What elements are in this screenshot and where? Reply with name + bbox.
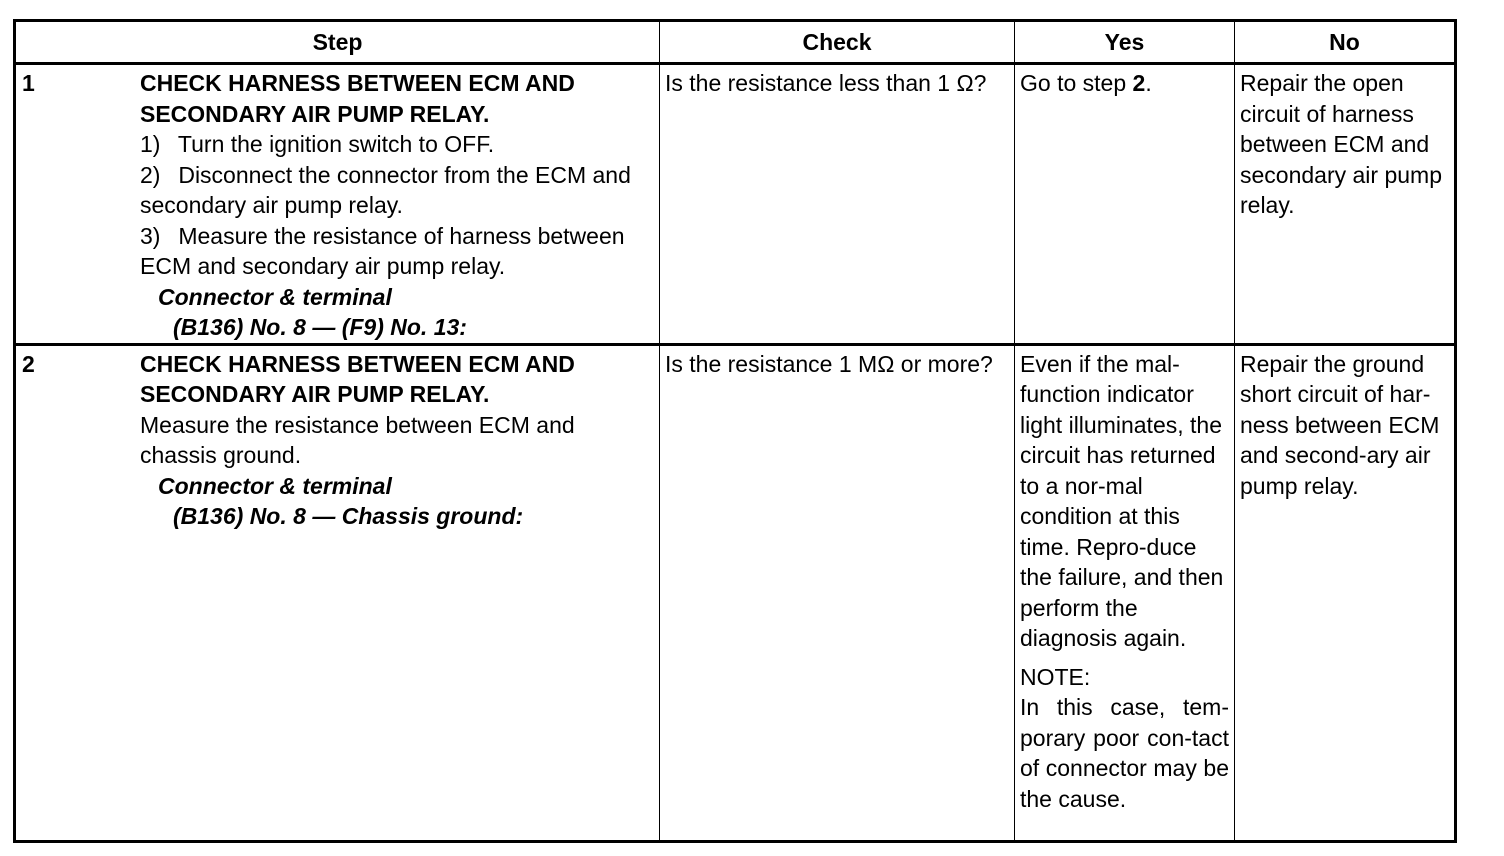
step-number: 2 <box>22 350 35 377</box>
note-text: In this case, tem-porary poor con-tact of connector may be the cause. <box>1020 694 1229 812</box>
instruction-line: Measure the resistance between ECM and chassis ground. <box>140 411 575 468</box>
step-title: CHECK HARNESS BETWEEN ECM AND SECONDARY AIR PUMP RELAY. <box>140 350 575 407</box>
no-text: Repair the ground short circuit of har-ness between ECM and second-ary air pump relay. <box>1240 350 1440 499</box>
no-cell <box>1235 344 1456 841</box>
step-body <box>140 346 659 532</box>
connector-label: Connector & terminal <box>158 472 392 499</box>
instruction-line: 1) Turn the ignition switch to OFF. <box>140 131 495 157</box>
step-title: CHECK HARNESS BETWEEN ECM AND SECONDARY AIR PUMP RELAY. <box>140 70 575 127</box>
step-body <box>140 65 659 343</box>
yes-prefix: Go to step <box>1020 70 1133 96</box>
step-cell <box>15 344 660 841</box>
table-row <box>15 64 1456 345</box>
yes-text: Even if the mal-function indicator light illuminates, the circuit has returned to a nor-mal condition at this time. Repro-duce the failure, and then perform the diagnosis again. <box>1020 350 1224 651</box>
no-cell <box>1235 64 1456 345</box>
step-number: 1 <box>22 70 35 96</box>
diagnostic-table <box>13 19 1457 843</box>
yes-suffix: . <box>1145 70 1152 96</box>
check-cell <box>660 64 1015 345</box>
instruction-line: 3) Measure the resistance of harness between ECM and secondary air pump relay. <box>140 222 625 279</box>
step-cell <box>15 64 660 345</box>
check-cell <box>660 344 1015 841</box>
no-text: Repair the open circuit of harness between ECM and secondary air pump relay. <box>1240 70 1442 218</box>
yes-cell <box>1015 64 1235 345</box>
instruction-line: 2) Disconnect the connector from the ECM and secondary air pump relay. <box>140 161 631 218</box>
table-header <box>15 21 1456 64</box>
header-row <box>15 21 1456 64</box>
check-text: Is the resistance less than 1 Ω? <box>665 70 987 96</box>
header-yes: Yes <box>1015 21 1235 64</box>
yes-step-ref: 2 <box>1132 70 1146 96</box>
header-check: Check <box>660 21 1015 64</box>
yes-cell <box>1015 344 1235 841</box>
connector-label: Connector & terminal <box>158 283 392 310</box>
table-row <box>15 344 1456 841</box>
note-label: NOTE: <box>1020 663 1091 690</box>
header-step: Step <box>15 21 660 64</box>
yes-text <box>1015 65 1234 99</box>
connector-value: (B136) No. 8 — Chassis ground: <box>173 503 524 529</box>
header-no: No <box>1235 21 1456 64</box>
connector-value: (B136) No. 8 — (F9) No. 13: <box>173 314 467 340</box>
check-text: Is the resistance 1 MΩ or more? <box>665 350 993 377</box>
